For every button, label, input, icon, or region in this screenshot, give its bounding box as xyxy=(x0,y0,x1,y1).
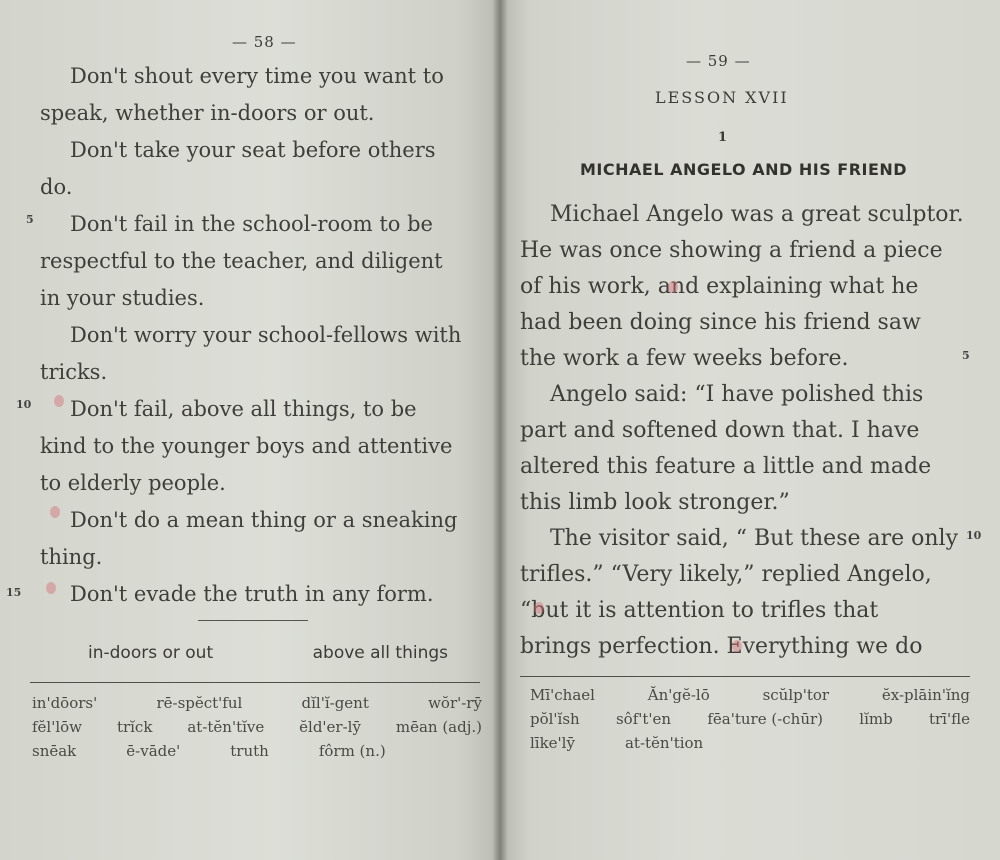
ink-mark xyxy=(54,395,64,407)
divider xyxy=(198,620,308,621)
text-line: Don't worry your school-fellows with xyxy=(70,323,462,347)
vocabulary-word: at-tĕn'tion xyxy=(624,734,704,752)
text-line: part and softened down that. I have xyxy=(520,418,920,443)
vocabulary-word: fôrm (n.) xyxy=(318,742,386,760)
ink-mark xyxy=(534,602,544,614)
phrase-list xyxy=(88,643,448,663)
text-line: Angelo said: “I have polished this xyxy=(550,382,924,407)
text-line: Don't evade the truth in any form. xyxy=(70,582,434,606)
vocabulary-word: pŏl'ĭsh xyxy=(530,710,580,728)
text-line: brings perfection. Everything we do xyxy=(520,634,923,659)
line-number: 5 xyxy=(962,349,970,362)
text-line: speak, whether in-doors or out. xyxy=(40,101,375,125)
body-text xyxy=(40,58,480,613)
text-line: the work a few weeks before. xyxy=(520,346,849,371)
section-number: 1 xyxy=(718,130,728,145)
text-line: Michael Angelo was a great sculptor. xyxy=(550,202,964,227)
page-number: — 58 — xyxy=(232,33,297,51)
vocabulary-word: ĕld'er-lȳ xyxy=(299,718,361,736)
vocabulary-row xyxy=(32,691,482,715)
vocabulary-word: in'dōors' xyxy=(32,694,98,712)
vocabulary-word: lĭmb xyxy=(859,710,893,728)
vocabulary-word: mēan (adj.) xyxy=(395,718,482,736)
vocabulary-word: ĕx-plāin'ĭng xyxy=(881,686,970,704)
text-line: Don't do a mean thing or a sneaking xyxy=(70,508,458,532)
text-line: tricks. xyxy=(40,360,108,384)
text-line: altered this feature a little and made xyxy=(520,454,932,479)
lesson-heading: LESSON XVII xyxy=(655,88,789,107)
text-line: The visitor said, “ But these are only xyxy=(550,526,959,551)
text-line: Don't shout every time you want to xyxy=(70,64,444,88)
divider xyxy=(30,682,480,683)
text-line: this limb look stronger.” xyxy=(520,490,790,515)
story-title: MICHAEL ANGELO AND HIS FRIEND xyxy=(580,160,908,179)
book-gutter xyxy=(492,0,508,860)
text-line: Don't fail in the school-room to be xyxy=(70,212,433,236)
vocabulary-word: dĭl'ĭ-gent xyxy=(301,694,369,712)
text-line: “but it is attention to trifles that xyxy=(520,598,879,623)
vocabulary-list xyxy=(530,683,970,755)
vocabulary-row xyxy=(530,731,970,755)
line-number: 10 xyxy=(16,398,32,411)
vocabulary-word: Ăn'gĕ-lō xyxy=(647,686,710,704)
vocabulary-row xyxy=(32,715,482,739)
phrase: above all things xyxy=(312,643,448,663)
text-line: trifles.” “Very likely,” replied Angelo, xyxy=(520,562,932,587)
vocabulary-word: fĕl'lōw xyxy=(32,718,83,736)
text-line: to elderly people. xyxy=(40,471,226,495)
page-number: — 59 — xyxy=(686,52,751,70)
vocabulary-word: wŏr'-rȳ xyxy=(428,694,482,712)
vocabulary-word: scŭlp'tor xyxy=(762,686,830,704)
text-line: of his work, and explaining what he xyxy=(520,274,919,299)
vocabulary-word: Mī'chael xyxy=(530,686,595,704)
text-line: in your studies. xyxy=(40,286,205,310)
ink-mark xyxy=(732,640,742,652)
text-line: respectful to the teacher, and diligent xyxy=(40,249,443,273)
body-text xyxy=(520,197,964,665)
text-line: He was once showing a friend a piece xyxy=(520,238,943,263)
divider xyxy=(520,676,970,677)
vocabulary-word: fēa'ture (-chūr) xyxy=(707,710,824,728)
line-number: 5 xyxy=(26,213,34,226)
right-page xyxy=(500,0,1000,860)
vocabulary-word: ē-vāde' xyxy=(126,742,181,760)
vocabulary-row xyxy=(530,707,970,731)
vocabulary-word: trī'fle xyxy=(928,710,970,728)
text-line: Don't take your seat before others xyxy=(70,138,436,162)
vocabulary-word: sôf't'en xyxy=(615,710,672,728)
vocabulary-row xyxy=(530,683,970,707)
vocabulary-word: trĭck xyxy=(116,718,153,736)
vocabulary-word: at-tĕn'tĭve xyxy=(187,718,265,736)
ink-mark xyxy=(50,506,60,518)
text-line: thing. xyxy=(40,545,103,569)
vocabulary-word: līke'lȳ xyxy=(530,734,575,752)
vocabulary-word: rē-spĕct'ful xyxy=(156,694,243,712)
vocabulary-word: truth xyxy=(230,742,269,760)
line-number: 10 xyxy=(966,529,982,542)
ink-mark xyxy=(46,582,56,594)
vocabulary-word: snēak xyxy=(32,742,77,760)
text-line: Don't fail, above all things, to be xyxy=(70,397,417,421)
text-line: kind to the younger boys and attentive xyxy=(40,434,453,458)
line-number: 15 xyxy=(6,586,22,599)
text-line: do. xyxy=(40,175,73,199)
vocabulary-list xyxy=(32,691,482,763)
vocabulary-row xyxy=(32,739,482,763)
text-line: had been doing since his friend saw xyxy=(520,310,921,335)
ink-mark xyxy=(668,281,678,293)
phrase: in-doors or out xyxy=(88,643,214,663)
